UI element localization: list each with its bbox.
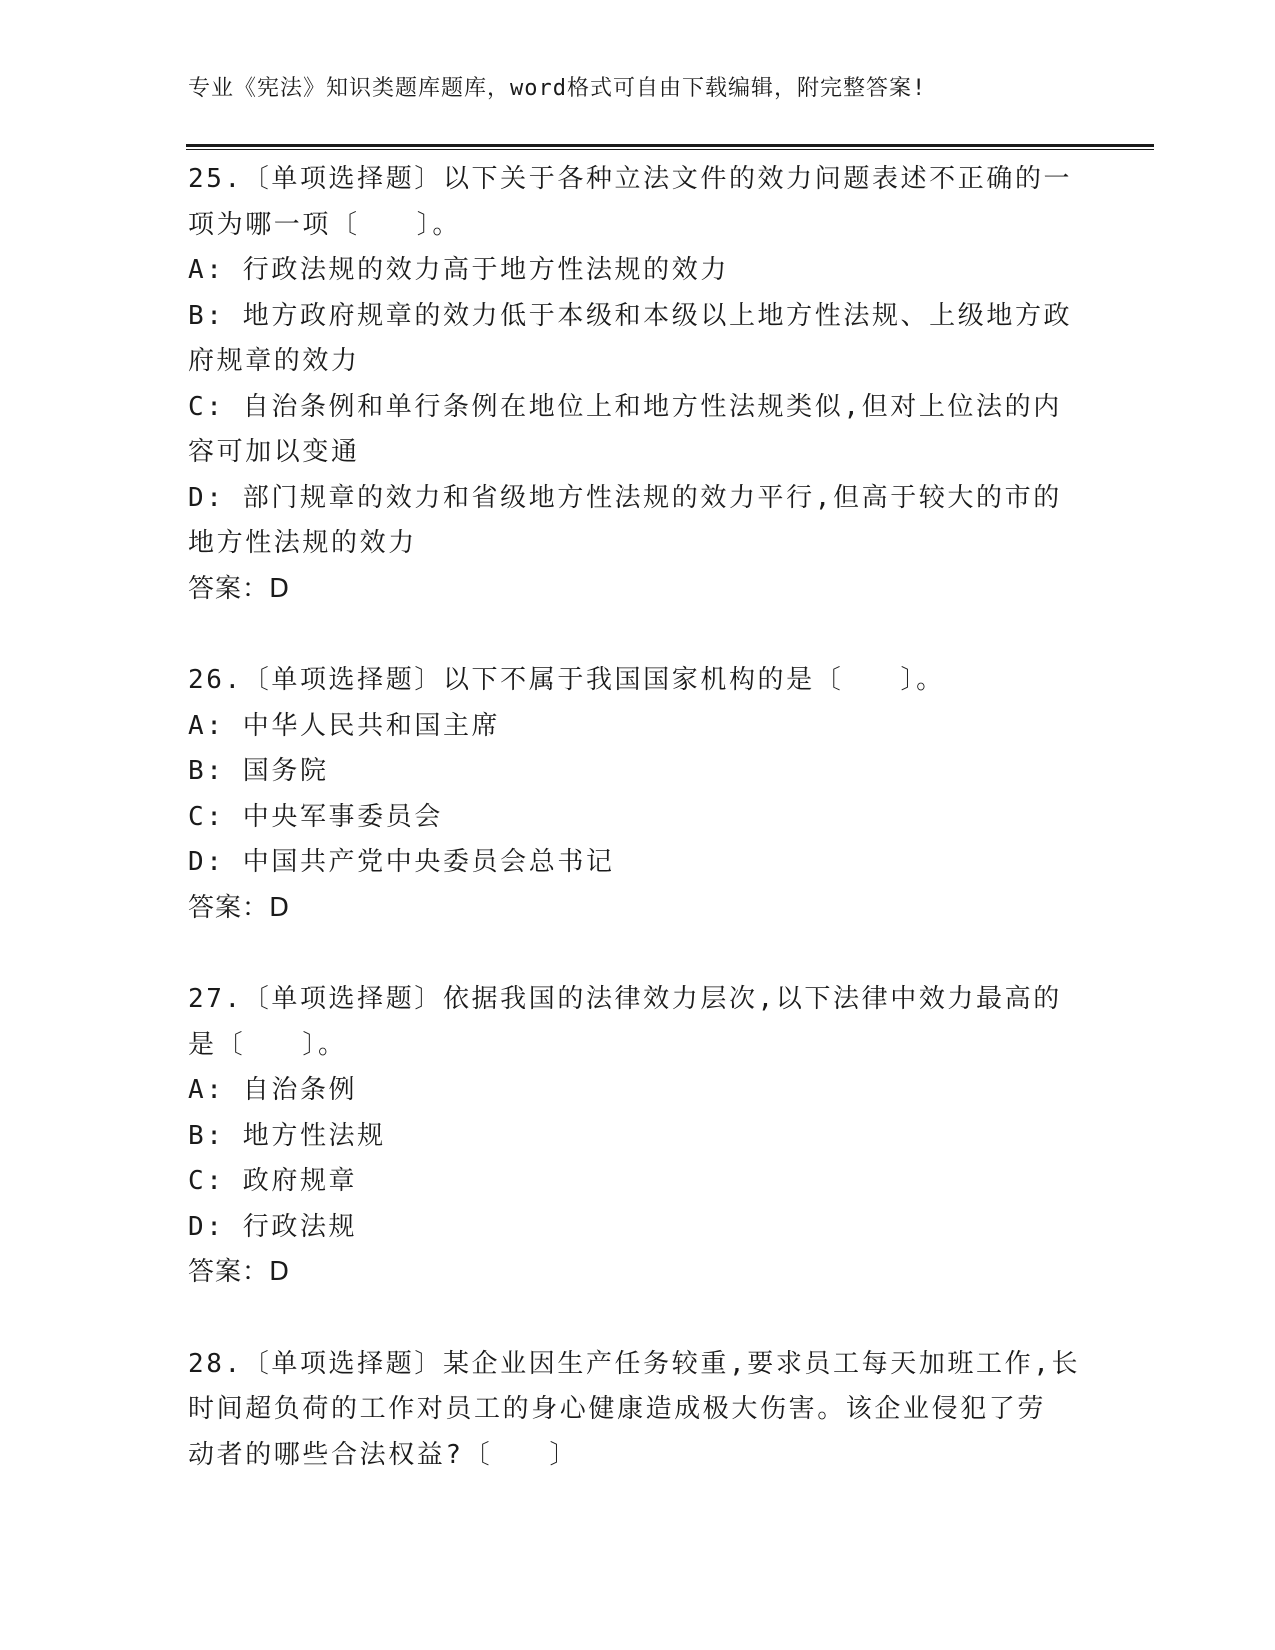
question-stem-line: 是〔 〕。	[188, 1029, 347, 1060]
option-d: D: 部门规章的效力和省级地方性法规的效力平行,但高于较大的市的	[188, 482, 1062, 513]
question-stem-line: 27.〔单项选择题〕依据我国的法律效力层次,以下法律中效力最高的	[188, 984, 1062, 1014]
option-c-continued: 容可加以变通	[188, 437, 360, 467]
option-a: A: 自治条例	[188, 1075, 358, 1105]
answer-label: 答案：D	[188, 573, 291, 604]
option-d: D: 中国共产党中央委员会总书记	[188, 847, 615, 877]
question-27	[188, 977, 1078, 1296]
page-header-text: 专业《宪法》知识类题库题库，word格式可自由下载编辑，附完整答案!	[188, 76, 927, 101]
question-stem-line: 时间超负荷的工作对员工的身心健康造成极大伤害。该企业侵犯了劳	[188, 1394, 1047, 1424]
option-d-continued: 地方性法规的效力	[188, 528, 417, 558]
option-b: B: 地方政府规章的效力低于本级和本级以上地方性法规、上级地方政	[188, 300, 1073, 331]
option-c: C: 中央军事委员会	[188, 801, 443, 832]
question-stem-line: 项为哪一项〔 〕。	[188, 209, 462, 240]
question-28	[188, 1342, 1081, 1479]
option-d: D: 行政法规	[188, 1211, 358, 1242]
option-c: C: 自治条例和单行条例在地位上和地方性法规类似,但对上位法的内	[188, 391, 1062, 422]
question-26	[188, 658, 1078, 931]
answer-label: 答案：D	[188, 1257, 291, 1287]
option-b-continued: 府规章的效力	[188, 346, 360, 376]
header-divider	[186, 144, 1154, 150]
option-a: A: 行政法规的效力高于地方性法规的效力	[188, 255, 729, 285]
question-stem-line: 动者的哪些合法权益?〔 〕	[188, 1439, 579, 1470]
question-stem-line: 26.〔单项选择题〕以下不属于我国国家机构的是〔 〕。	[188, 665, 945, 695]
question-stem-line: 28.〔单项选择题〕某企业因生产任务较重,要求员工每天加班工作,长	[188, 1348, 1081, 1379]
question-list	[188, 157, 1081, 1524]
question-25	[188, 157, 1078, 612]
question-stem-line: 25.〔单项选择题〕以下关于各种立法文件的效力问题表述不正确的一	[188, 164, 1073, 194]
option-a: A: 中华人民共和国主席	[188, 710, 501, 741]
option-b: B: 国务院	[188, 756, 329, 786]
answer-label: 答案：D	[188, 892, 291, 923]
option-b: B: 地方性法规	[188, 1120, 386, 1151]
option-c: C: 政府规章	[188, 1166, 358, 1196]
